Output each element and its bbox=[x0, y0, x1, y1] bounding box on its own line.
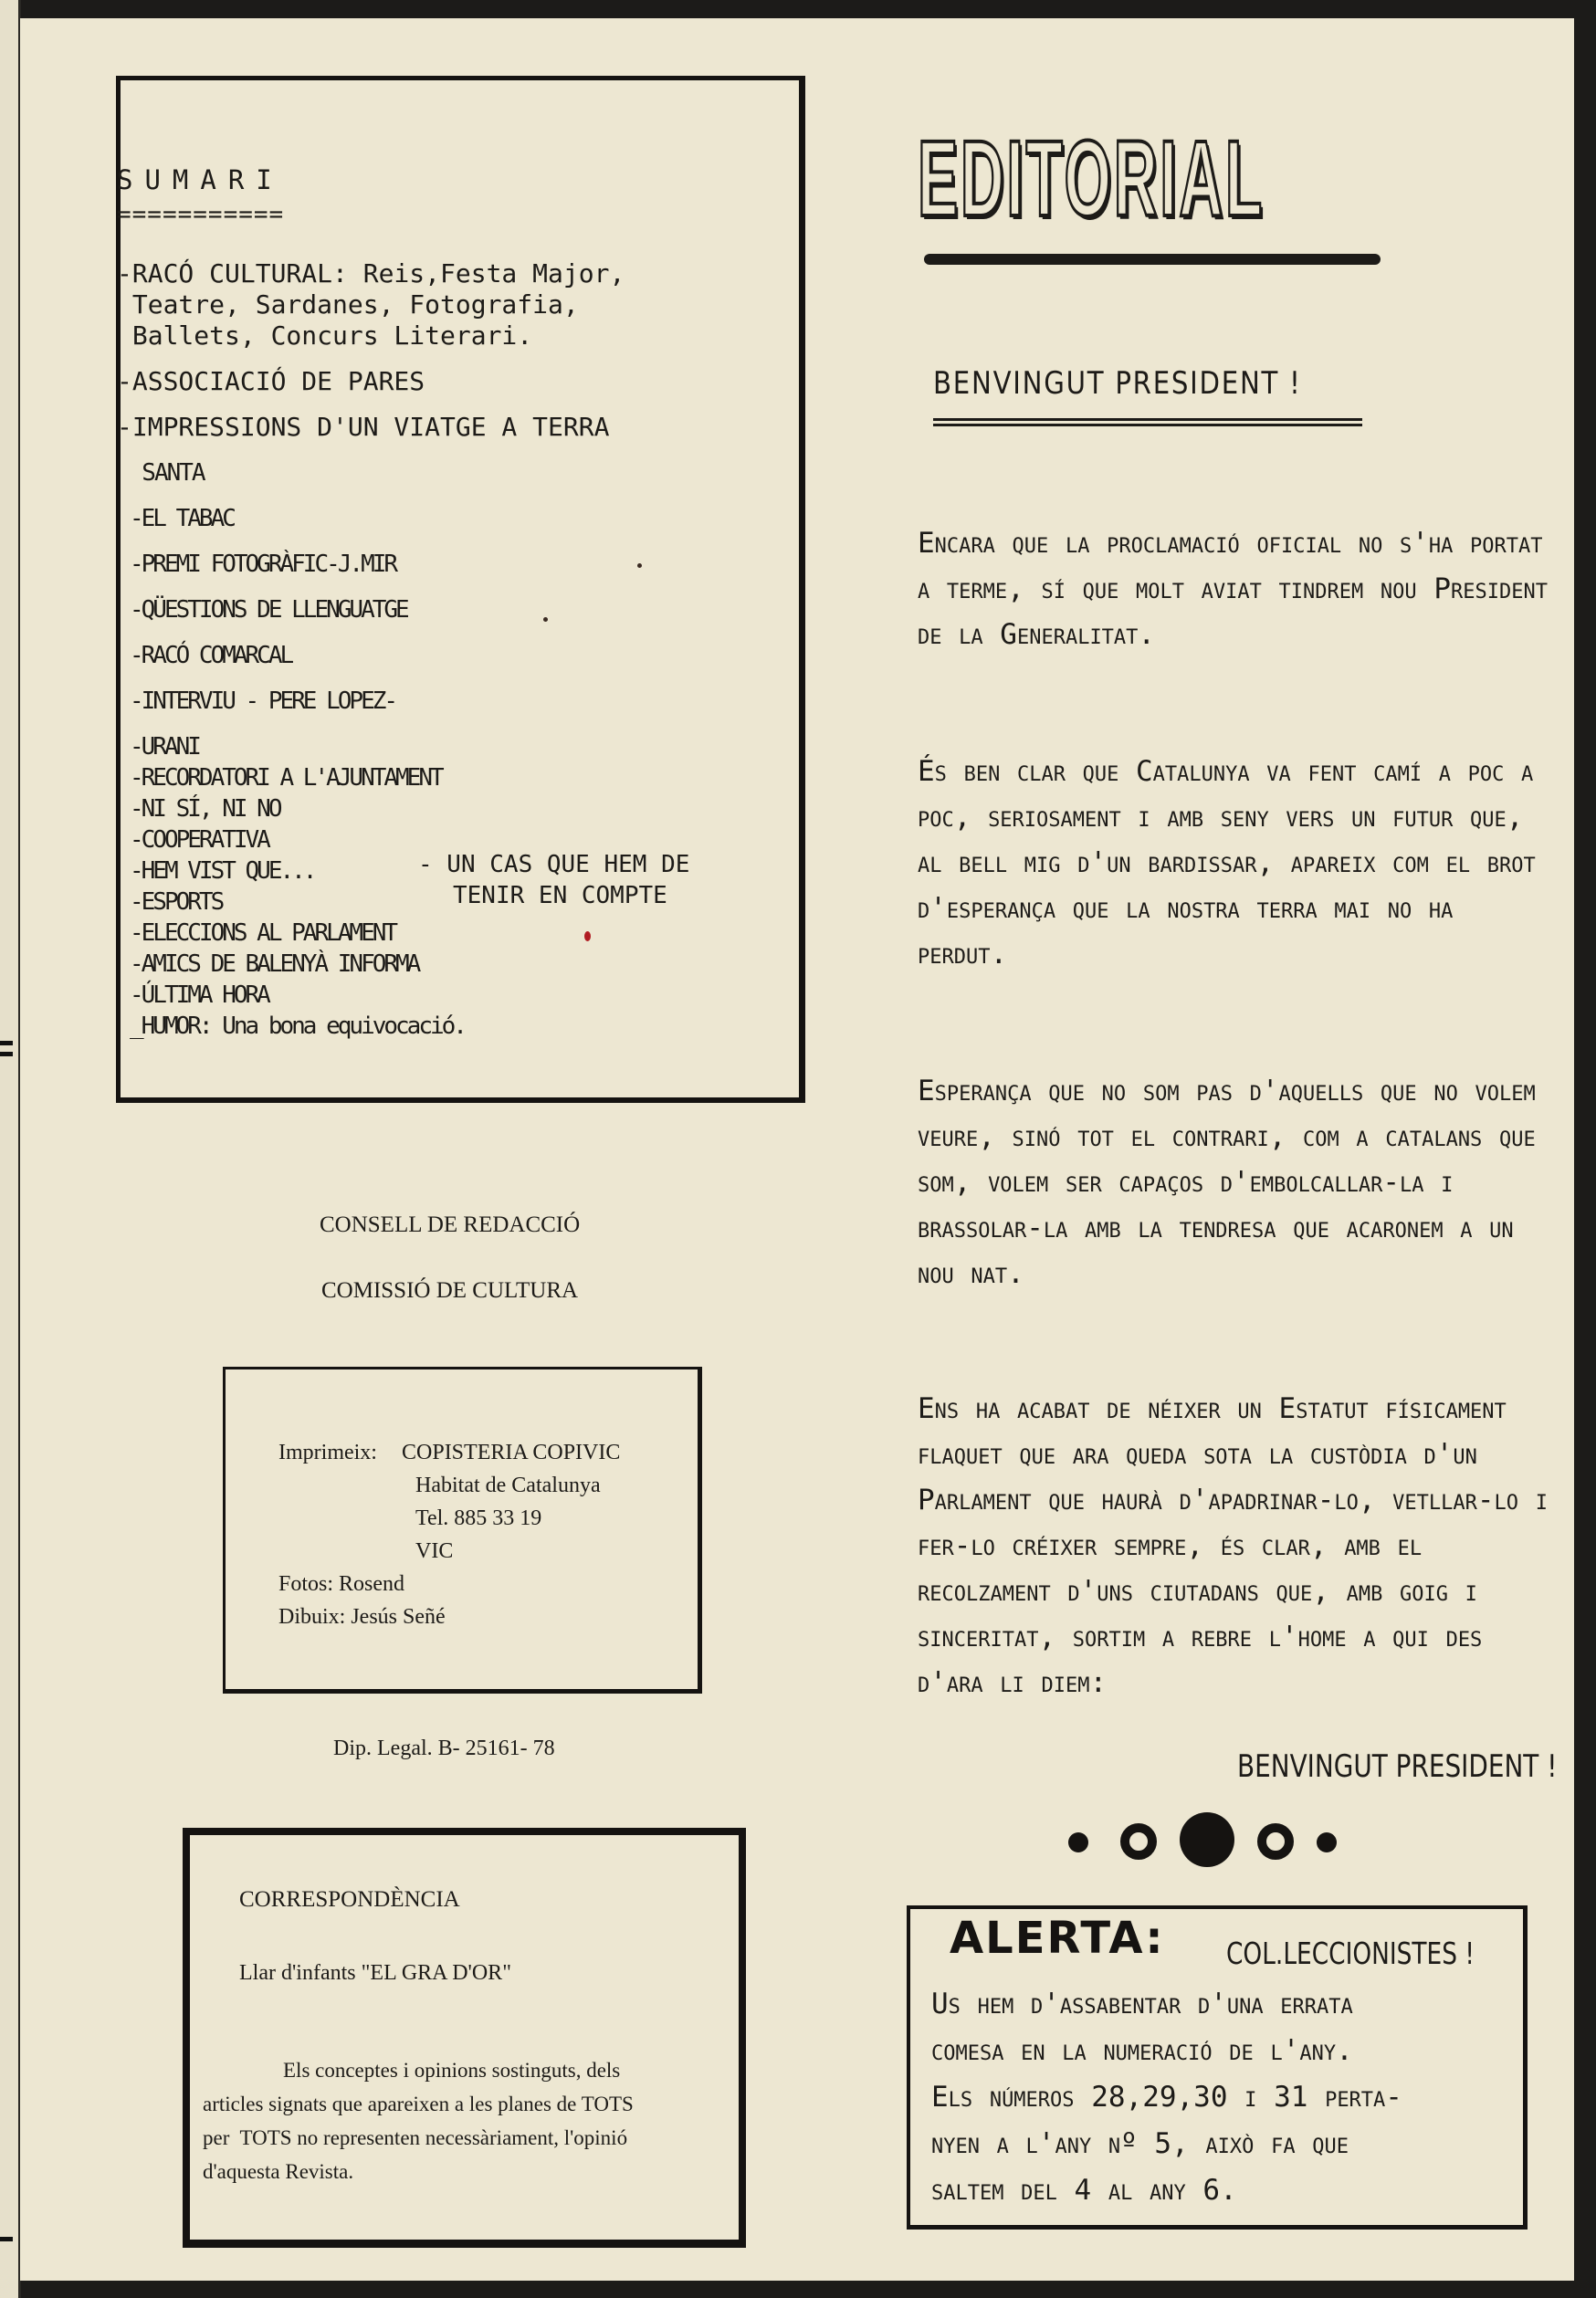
alerta-line: nyen a l'any nº 5, això fa que bbox=[931, 2127, 1349, 2160]
binding-mark bbox=[0, 1041, 13, 1045]
sumari-item: -URANI bbox=[130, 733, 199, 761]
sumari-item: -ELECCIONS AL PARLAMENT bbox=[130, 919, 396, 947]
dip-legal: Dip. Legal. B- 25161- 78 bbox=[333, 1737, 555, 1760]
dibuix-credit: Dibuix: Jesús Señé bbox=[278, 1605, 446, 1629]
correspondencia-title: CORRESPONDÈNCIA bbox=[239, 1887, 460, 1912]
ornament-dot bbox=[1317, 1832, 1337, 1852]
consell-redaccio: CONSELL DE REDACCIÓ bbox=[320, 1212, 581, 1237]
sumari-item: Teatre, Sardanes, Fotografia, bbox=[117, 289, 579, 320]
ink-speck bbox=[584, 931, 591, 941]
alerta-line: comesa en la numeració de l'any. bbox=[931, 2034, 1353, 2067]
binding-strip bbox=[0, 0, 21, 2298]
binding-mark bbox=[0, 1052, 13, 1056]
sumari-item: -ASSOCIACIÓ DE PARES bbox=[117, 366, 425, 396]
ornament-ring bbox=[1120, 1823, 1157, 1860]
correspondencia-address: Llar d'infants "EL GRA D'OR" bbox=[239, 1961, 511, 1985]
alerta-line: Els números 28,29,30 i 31 perta- bbox=[931, 2081, 1402, 2114]
sumari-item: -QÜESTIONS DE LLENGUATGE bbox=[130, 596, 407, 624]
sumari-item: -INTERVIU - PERE LOPEZ- bbox=[130, 687, 396, 715]
editorial-underline bbox=[924, 254, 1381, 265]
sumari-item: -AMICS DE BALENYÀ INFORMA bbox=[130, 950, 419, 978]
ornament-dot bbox=[1180, 1812, 1234, 1867]
imprint-line: VIC bbox=[415, 1539, 454, 1563]
editorial-paragraph: Ens ha acabat de néixer un Estatut físicament flaquet que ara queda sota la custòdia d'un Parlament que haurà d'apadrinar-lo, vetllar-lo i fer-lo créixer sempre, és clar, amb el recolzament d'uns ciutadans que, amb goig i sinceritat, sortim a rebre l'home a qui des d'ara li diem: bbox=[918, 1392, 1548, 1699]
disclaimer-line: per TOTS no representen necessàriament, l'opinió bbox=[203, 2126, 628, 2149]
fotos-credit: Fotos: Rosend bbox=[278, 1572, 405, 1596]
alerta-heading: ALERTA: bbox=[950, 1913, 1165, 1964]
sumari-item: -RACÓ COMARCAL bbox=[130, 642, 292, 669]
sumari-side-note: TENIR EN COMPTE bbox=[453, 882, 667, 909]
sumari-item: _HUMOR: Una bona equivocació. bbox=[130, 1013, 465, 1040]
disclaimer-line: articles signats que apareixen a les planes de TOTS bbox=[203, 2093, 634, 2115]
alerta-line: Us hem d'assabentar d'una errata bbox=[931, 1988, 1353, 2020]
alerta-subheading: COL.LECCIONISTES ! bbox=[1226, 1936, 1475, 1971]
editorial-paragraph: Encara que la proclamació oficial no s'ha portat a terme, sí que molt aviat tindrem nou President de la Generalitat. bbox=[918, 527, 1548, 651]
ornament-dot bbox=[1068, 1832, 1088, 1852]
imprint-line: Tel. 885 33 19 bbox=[415, 1506, 542, 1530]
ornament-ring bbox=[1257, 1823, 1294, 1860]
sumari-title: SUMARI bbox=[117, 164, 284, 195]
ink-speck bbox=[543, 617, 548, 622]
sumari-item: -EL TABAC bbox=[130, 505, 234, 532]
sumari-item: -IMPRESSIONS D'UN VIATGE A TERRA bbox=[117, 412, 610, 442]
editorial-paragraph: Esperança que no som pas d'aquells que no volem veure, sinó tot el contrari, com a catalans que som, volem ser capaços d'embolcallar-la i brassolar-la amb la tendresa que acaronem a un nou nat. bbox=[918, 1075, 1536, 1290]
sumari-item: -ÚLTIMA HORA bbox=[130, 981, 268, 1009]
sumari-item: Ballets, Concurs Literari. bbox=[117, 320, 533, 351]
sumari-item: SANTA bbox=[117, 459, 205, 487]
imprimeix-label: Imprimeix: bbox=[278, 1441, 377, 1464]
sumari-item: -RACÓ CULTURAL: Reis,Festa Major, bbox=[117, 258, 625, 289]
sumari-item: -ESPORTS bbox=[130, 888, 223, 916]
sumari-item: -RECORDATORI A L'AJUNTAMENT bbox=[130, 764, 442, 792]
binding-mark bbox=[0, 2237, 13, 2241]
ink-speck bbox=[637, 563, 642, 568]
editorial-headline: BENVINGUT PRESIDENT ! bbox=[933, 365, 1302, 402]
comissio-cultura: COMISSIÓ DE CULTURA bbox=[321, 1278, 579, 1303]
editorial-closing: BENVINGUT PRESIDENT ! bbox=[1237, 1748, 1558, 1785]
imprint-line: Habitat de Catalunya bbox=[415, 1474, 601, 1497]
headline-underline bbox=[933, 418, 1362, 426]
sumari-item: -PREMI FOTOGRÀFIC-J.MIR bbox=[130, 551, 396, 578]
sumari-item: -NI SÍ, NI NO bbox=[130, 795, 280, 823]
disclaimer-line: Els conceptes i opinions sostinguts, dels bbox=[283, 2059, 621, 2082]
alerta-line: saltem del 4 al any 6. bbox=[931, 2174, 1237, 2207]
sumari-rule: =========== bbox=[117, 201, 285, 228]
imprimeix-value: COPISTERIA COPIVIC bbox=[402, 1441, 621, 1464]
sumari-item: -COOPERATIVA bbox=[130, 826, 268, 854]
editorial-paragraph: És ben clar que Catalunya va fent camí a poc a poc, seriosament i amb seny vers un futur que, al bell mig d'un bardissar, apareix com el brot d'esperança que la nostra terra mai no ha perdut. bbox=[918, 755, 1536, 971]
disclaimer-line: d'aquesta Revista. bbox=[203, 2160, 354, 2183]
sumari-item: -HEM VIST QUE... bbox=[130, 857, 315, 885]
sumari-side-note: - UN CAS QUE HEM DE bbox=[418, 851, 690, 878]
editorial-title: EDITORIAL bbox=[918, 119, 1265, 239]
alerta-body bbox=[931, 1981, 1525, 2214]
